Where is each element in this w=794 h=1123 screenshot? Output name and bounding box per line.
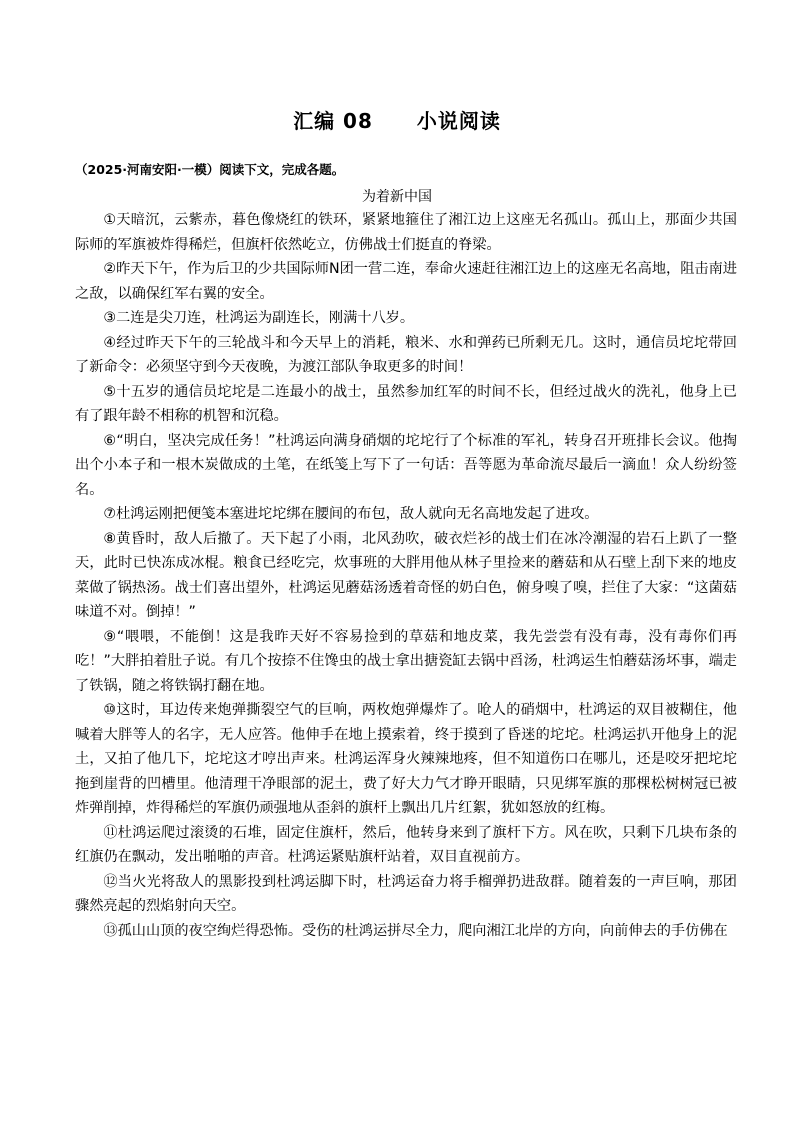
paragraph-1: ①天暗沉，云紫赤，暮色像烧红的铁环，紧紧地箍住了湘江边上这座无名孤山。孤山上，那面少共国际师的军旗被炸得稀烂，但旗杆依然屹立，仿佛战士们挺直的脊梁。 (75, 212, 737, 253)
paragraph-5: ⑤十五岁的通信员坨坨是二连最小的战士，虽然参加红军的时间不长，但经过战火的洗礼，他身上已有了跟年龄不相称的机智和沉稳。 (75, 383, 737, 424)
story-body (75, 208, 737, 943)
paragraph-7: ⑦杜鸿运刚把便笺本塞进坨坨绑在腰间的布包，敌人就向无名高地发起了进攻。 (103, 506, 599, 522)
paragraph-11: ⑪杜鸿运爬过滚烫的石堆，固定住旗杆，然后，他转身来到了旗杆下方。风在吹，只剩下几块布条的红旗仍在飘动，发出啪啪的声音。杜鸿运紧贴旗杆站着，双目直视前方。 (75, 824, 737, 865)
story-title: 为着新中国 (362, 189, 432, 205)
paragraph-12: ⑫当火光将敌人的黑影投到杜鸿运脚下时，杜鸿运奋力将手榴弹扔进敌群。随着轰的一声巨响，那团骤然亮起的烈焰射向天空。 (75, 873, 737, 914)
paragraph-3: ③二连是尖刀连，杜鸿运为副连长，刚满十八岁。 (103, 310, 415, 326)
paragraph-6: ⑥“明白，坚决完成任务！”杜鸿运向满身硝烟的坨坨行了个标准的军礼，转身召开班排长会议。他掏出个小本子和一根木炭做成的土笔，在纸笺上写下了一句话：吾等愿为革命流尽最后一滴血！众人纷纷签名。 (75, 432, 737, 498)
paragraph-8: ⑧黄昏时，敌人后撤了。天下起了小雨，北风劲吹，破衣烂衫的战士们在冰冷潮湿的岩石上趴了一整天，此时已快冻成冰棍。粮食已经吃完，炊事班的大胖用他从林子里捡来的蘑菇和从石壁上刮下来的地皮菜做了锅热汤。战士们喜出望外，杜鸿运见蘑菇汤透着奇怪的奶白色，俯身嗅了嗅，拦住了大家：“这菌菇味道不对。倒掉！” (75, 530, 737, 620)
paragraph-10: ⑩这时，耳边传来炮弹撕裂空气的巨响，两枚炮弹爆炸了。呛人的硝烟中，杜鸿运的双目被糊住，他喊着大胖等人的名字，无人应答。他伸手在地上摸索着，终于摸到了昏迷的坨坨。杜鸿运扒开他身上的泥土，又拍了他几下，坨坨这才哼出声来。杜鸿运浑身火辣辣地疼，但不知道伤口在哪儿，还是咬牙把坨坨拖到崖背的凹槽里。他清理干净眼部的泥土，费了好大力气才睁开眼睛，只见绑军旗的那棵松树树冠已被炸弹削掉，炸得稀烂的军旗仍顽强地从歪斜的旗杆上飘出几片红絮，犹如怒放的红梅。 (75, 702, 737, 816)
paragraph-4: ④经过昨天下午的三轮战斗和今天早上的消耗，粮米、水和弹药已所剩无几。这时，通信员坨坨带回了新命令：必须坚守到今天夜晚，为渡江部队争取更多的时间！ (75, 334, 737, 375)
paragraph-2: ②昨天下午，作为后卫的少共国际师N团一营二连，奉命火速赶往湘江边上的这座无名高地，阻击南进之敌，以确保红军右翼的安全。 (75, 261, 737, 302)
title-number: 汇编 08 (293, 109, 373, 133)
question-source: （2025·河南安阳·一模）阅读下文，完成各题。 (75, 162, 345, 177)
paragraph-9: ⑨“喂喂，不能倒！这是我昨天好不容易捡到的草菇和地皮菜，我先尝尝有没有毒，没有毒你们再吃！”大胖拍着肚子说。有几个按捺不住馋虫的战士拿出搪瓷缸去锅中舀汤，杜鸿运生怕蘑菇汤坏事，端走了铁锅，随之将铁锅打翻在地。 (75, 628, 737, 694)
title-text: 小说阅读 (416, 109, 501, 133)
paragraph-13: ⑬孤山山顶的夜空绚烂得恐怖。受伤的杜鸿运拼尽全力，爬向湘江北岸的方向，向前伸去的手仿佛在 (103, 922, 728, 939)
page-title (0, 105, 794, 134)
